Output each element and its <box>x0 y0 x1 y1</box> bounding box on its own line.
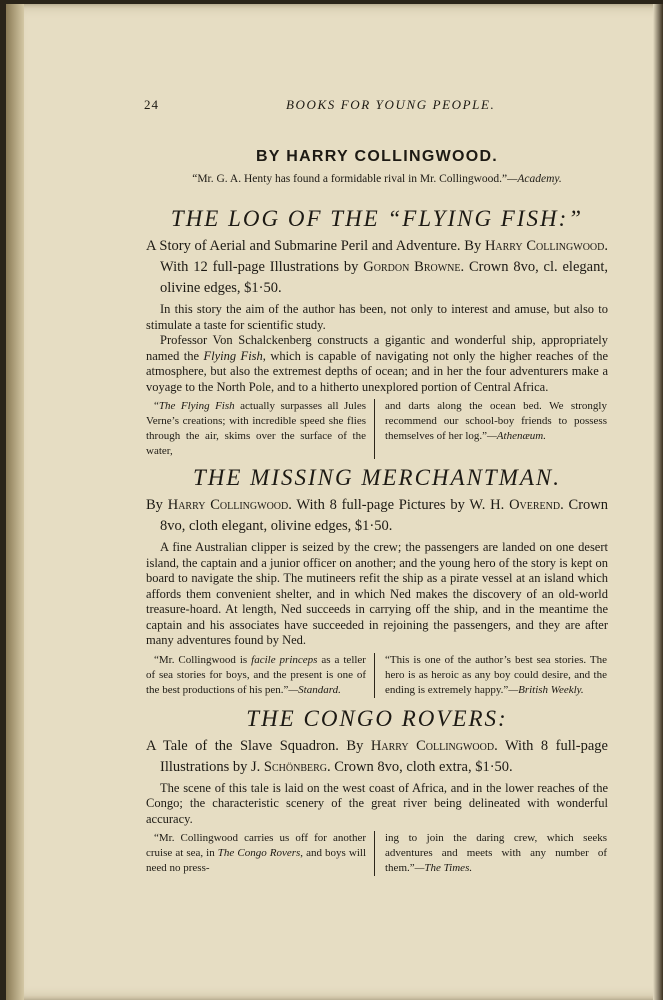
review-columns <box>146 831 608 876</box>
review-text: actually surpasses all Jules Verne’s creations; with incredible speed she flies through the air, skims over the surface of the water, <box>146 400 366 457</box>
desc-text: Crown 8vo, cloth extra, $1·50. <box>330 758 513 775</box>
review-phrase: facile princeps <box>251 653 318 666</box>
running-title: BOOKS FOR YOUNG PEOPLE. <box>286 97 496 112</box>
review-text: as a teller of sea stories for boys, and the present is one of the best productions of his pen.” <box>146 653 366 696</box>
review-source: —The Times. <box>414 862 473 874</box>
book-title: THE MISSING MERCHANTMAN. <box>192 465 562 490</box>
book-description <box>146 736 608 778</box>
desc-text: With 8 full-page Pictures by W. H. <box>291 497 510 513</box>
summary-text: Professor Von Schalckenberg constructs a gigantic and wonderful ship, appropriately named the <box>146 333 608 363</box>
desc-text: With 12 full-page Illustrations by <box>160 259 364 275</box>
book-entry <box>146 465 608 698</box>
desc-text: Crown 8vo, cl. elegant, olivine edges, $1·50. <box>160 259 608 296</box>
book-summary: In this story the aim of the author has been, not only to interest and amuse, but also to stimulate a taste for scientific study. <box>146 302 608 332</box>
author-heading: BY HARRY COLLINGWOOD. <box>255 148 499 165</box>
review-right <box>375 399 607 459</box>
review-source: —Standard. <box>288 683 341 696</box>
review-text: ing to join the daring crew, which seeks adventures and meets with any number of them.” <box>385 832 607 874</box>
desc-illustrator: Overend. <box>509 497 564 513</box>
review-source: —British Weekly. <box>508 683 584 696</box>
desc-author: Harry Collingwood. <box>484 238 608 254</box>
desc-text: Crown 8vo, cloth elegant, olivine edges, $1·50. <box>160 497 608 534</box>
book-title: THE CONGO ROVERS: <box>246 705 508 731</box>
book-description <box>146 495 608 537</box>
desc-text: A Story of Aerial and Submarine Peril and Adventure. By <box>146 238 485 254</box>
author-quote-text: “Mr. G. A. Henty has found a formidable rival in Mr. Collingwood.” <box>192 173 508 185</box>
book-page <box>6 4 663 1000</box>
review-text: and darts along the ocean bed. We strongly recommend our school-boy friends to possess themselves of her log.” <box>385 400 607 442</box>
review-left <box>146 653 375 698</box>
review-right <box>375 653 607 698</box>
book-summary <box>146 333 608 395</box>
book-entry <box>146 706 608 877</box>
desc-illustrator: Schönberg. <box>263 758 331 775</box>
book-entry <box>146 206 608 459</box>
ship-name: Flying Fish <box>203 348 263 363</box>
review-left <box>146 831 375 876</box>
review-text: , and boys will need no press- <box>146 847 366 874</box>
page-number: 24 <box>144 97 159 112</box>
page-edge <box>653 4 663 1000</box>
book-summary: The scene of this tale is laid on the west coast of Africa, and in the lower reaches of the Congo; the characteristic scenery of the great river being delineated with wonderful accuracy. <box>146 780 608 826</box>
review-text: “This is one of the author’s best sea stories. The hero is as heroic as any boy could desire, and the ending is extremely happy.” <box>385 653 607 696</box>
review-text: “Mr. Collingwood is <box>154 653 252 666</box>
desc-author: Harry Collingwood. <box>370 737 498 754</box>
desc-text: By <box>146 497 168 513</box>
review-columns <box>146 653 608 698</box>
review-columns <box>146 399 608 459</box>
desc-text: A Tale of the Slave Squadron. By <box>146 737 371 754</box>
book-title: THE LOG OF THE “FLYING FISH:” <box>170 206 584 231</box>
desc-author: Harry Collingwood. <box>167 497 292 513</box>
author-quote <box>146 170 608 188</box>
author-quote-source: —Academy. <box>507 173 562 185</box>
book-summary: A fine Australian clipper is seized by the crew; the passengers are landed on one desert island, the captain and a junior officer on another; and the young hero of the story is kept on board to navigate the ship. The mutineers refit the ship as a pirate vessel at an island which affords them convenient shelter, and in which Ned makes the discovery of an old-world treasure-hoard. At length, Ned succeeds in carrying off the ship, and in the meantime the captain and his associates have succeeded in rejoining the passengers, and they are after many adventures found by Ned. <box>146 540 608 647</box>
desc-text: With 8 full-page Illustrations by J. <box>160 737 608 775</box>
desc-illustrator: Gordon Browne. <box>363 259 465 275</box>
review-book-title: The Congo Rovers <box>217 847 301 859</box>
review-source: —Athenæum. <box>487 430 547 442</box>
page-content <box>146 146 608 876</box>
review-book-title: The Flying Fish <box>158 400 235 412</box>
page-gutter <box>6 4 24 1000</box>
summary-text: , which is capable of navigating not only the higher reaches of the atmosphere, but also the extremest depths of ocean; and in her the four adventurers make a voyage to the North Pole, and to a hitherto unexplored portion of Central Africa. <box>146 348 608 394</box>
review-left: “The Flying Fish actually surpasses all Jules Verne’s creations; with incredible speed she flies through the air, skims over the surface of the water, <box>146 399 375 459</box>
book-description <box>146 236 608 299</box>
review-text: “Mr. Collingwood carries us off for another cruise at sea, in <box>146 832 366 859</box>
review-right <box>375 831 607 876</box>
